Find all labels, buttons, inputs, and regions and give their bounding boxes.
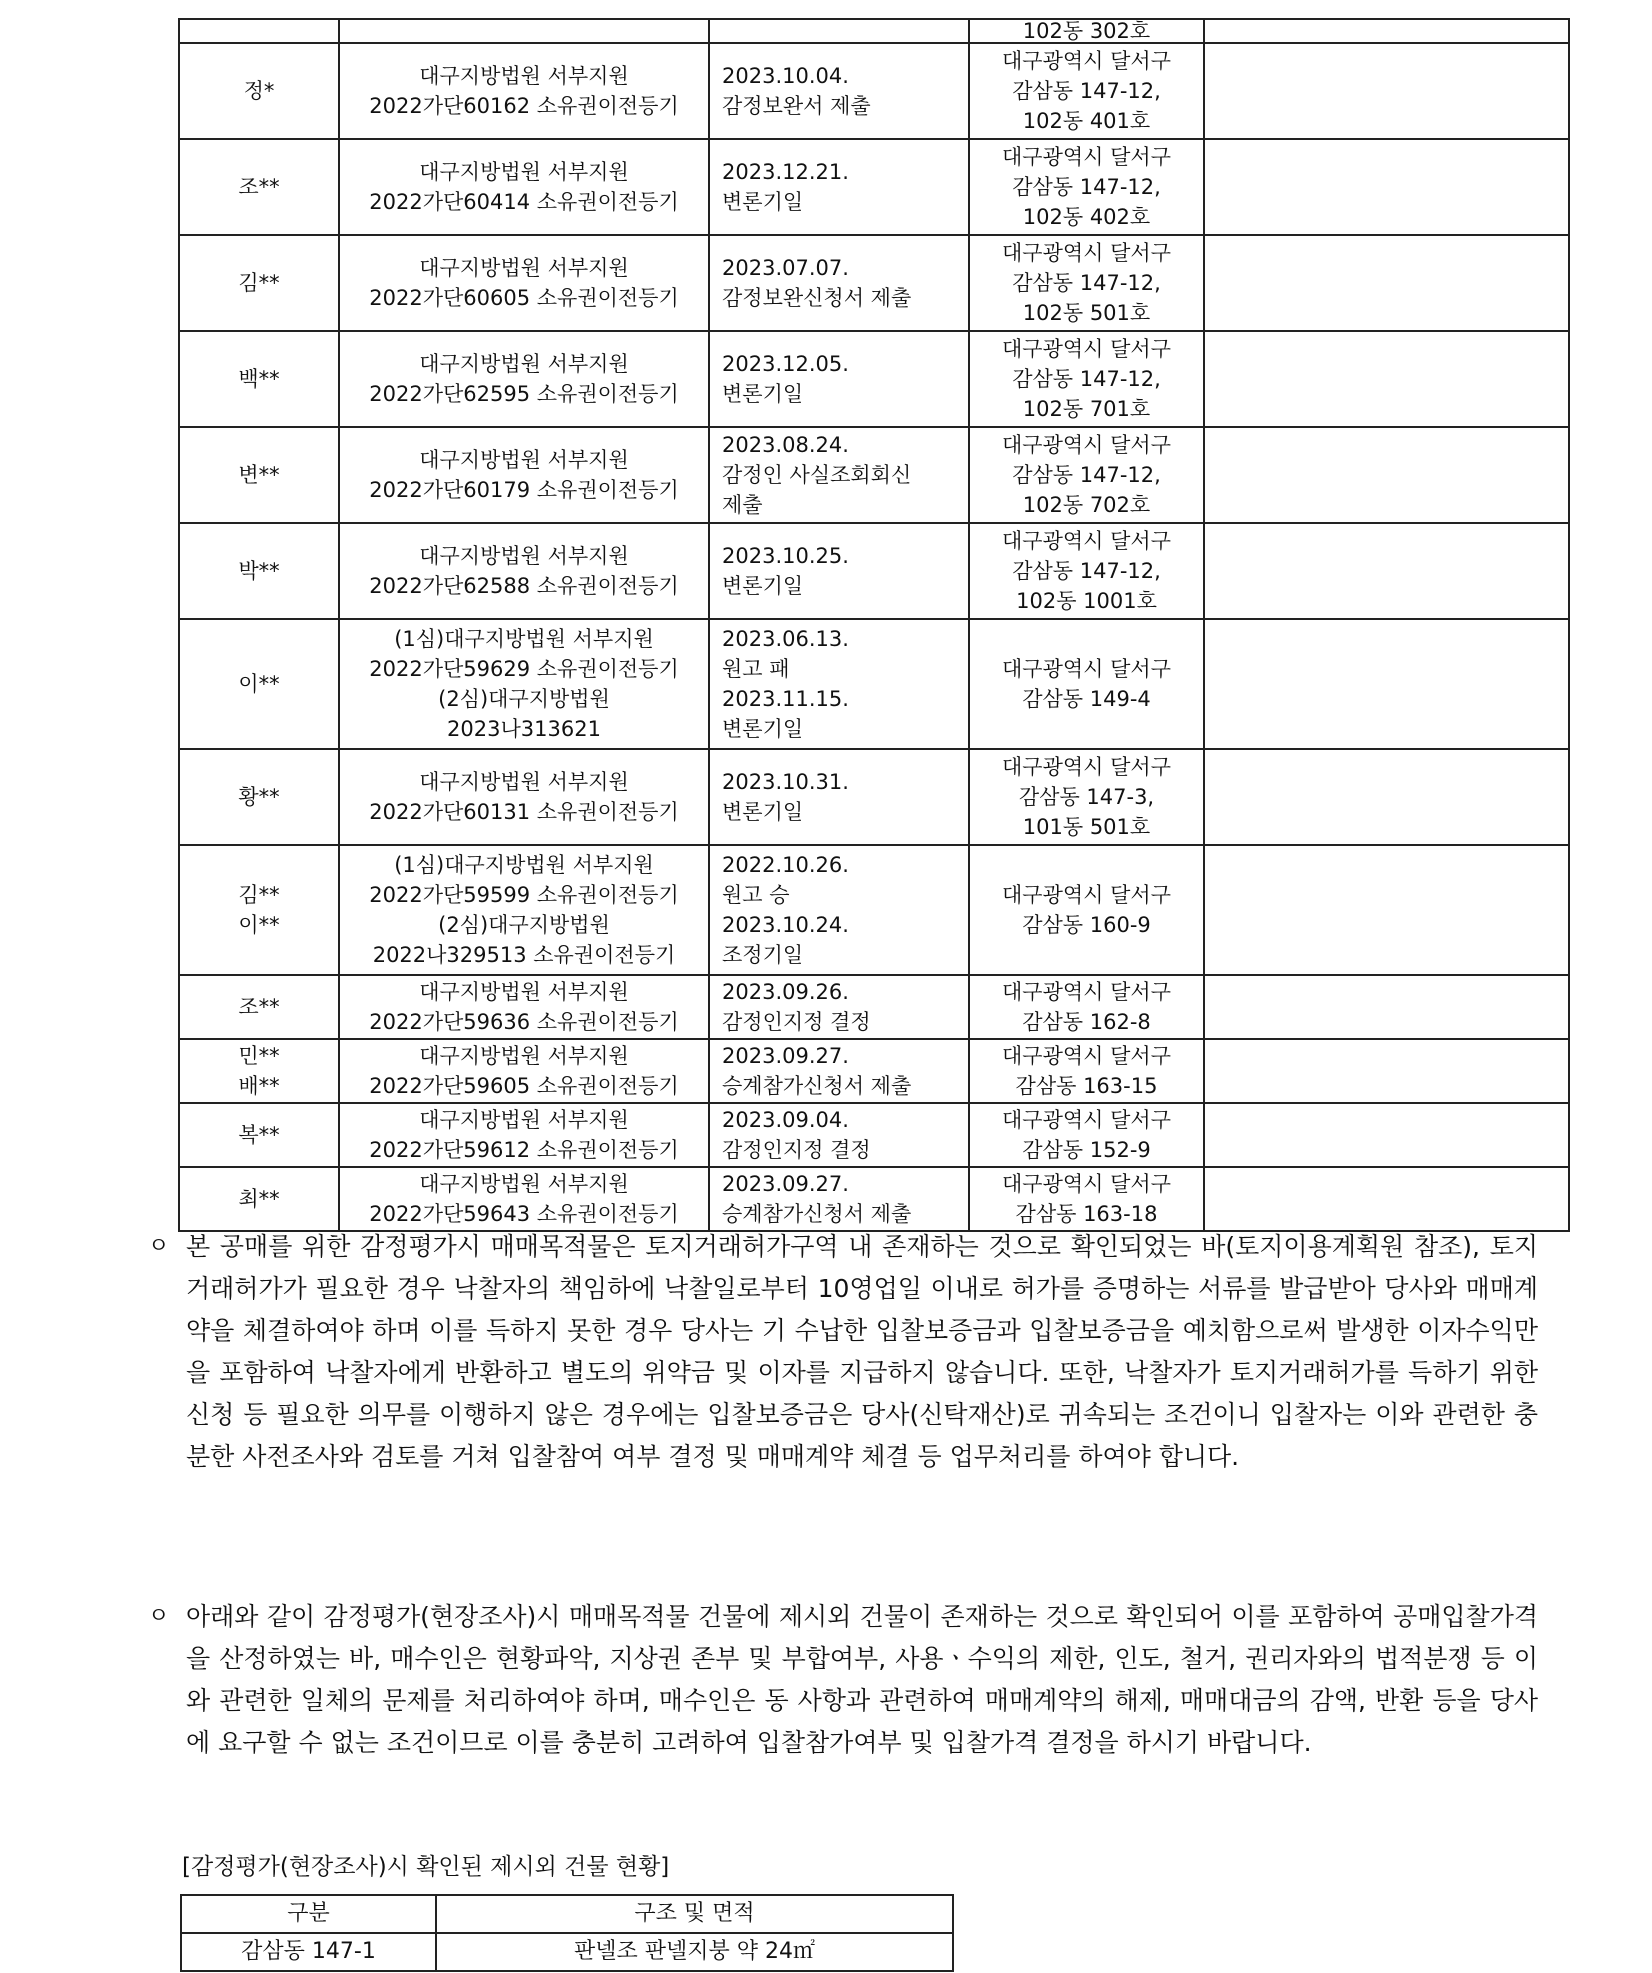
cell-party: 조** xyxy=(179,139,339,235)
cell-status: 2023.09.27. 승계참가신청서 제출 xyxy=(709,1039,969,1103)
litigation-table xyxy=(178,18,1570,1232)
cell-address: 대구광역시 달서구 감삼동 160-9 xyxy=(969,845,1204,975)
cell-case: 대구지방법원 서부지원 2022가단59643 소유권이전등기 xyxy=(339,1167,709,1231)
table-row xyxy=(179,139,1569,235)
cell-status: 2023.09.04. 감정인지정 결정 xyxy=(709,1103,969,1167)
bullet-mark: ㅇ xyxy=(148,1234,170,1259)
cell-case: 대구지방법원 서부지원 2022가단60179 소유권이전등기 xyxy=(339,427,709,523)
cell-address: 대구광역시 달서구 감삼동 163-18 xyxy=(969,1167,1204,1231)
cell-status: 2023.09.27. 승계참가신청서 제출 xyxy=(709,1167,969,1231)
cell-address: 대구광역시 달서구 감삼동 149-4 xyxy=(969,619,1204,749)
cell-note xyxy=(1204,619,1569,749)
bullet-mark: ㅇ xyxy=(148,1604,170,1629)
table-row xyxy=(179,523,1569,619)
cell-status: 2023.07.07. 감정보완신청서 제출 xyxy=(709,235,969,331)
cell-address: 대구광역시 달서구 감삼동 163-15 xyxy=(969,1039,1204,1103)
cell-party: 복** xyxy=(179,1103,339,1167)
cell-party xyxy=(179,19,339,43)
cell-note xyxy=(1204,427,1569,523)
building-status-table xyxy=(180,1894,954,1972)
cell-note xyxy=(1204,139,1569,235)
cell-note xyxy=(1204,1103,1569,1167)
cell-address: 대구광역시 달서구 감삼동 147-3, 101동 501호 xyxy=(969,749,1204,845)
cell-note xyxy=(1204,43,1569,139)
note-unlisted-building xyxy=(148,1596,1538,1764)
cell-party: 정* xyxy=(179,43,339,139)
cell-case: 대구지방법원 서부지원 2022가단59636 소유권이전등기 xyxy=(339,975,709,1039)
cell-note xyxy=(1204,331,1569,427)
cell-status: 2023.06.13. 원고 패 2023.11.15. 변론기일 xyxy=(709,619,969,749)
cell-structure-area: 판넬조 판넬지붕 약 24㎡ xyxy=(436,1933,953,1971)
header-category: 구분 xyxy=(181,1895,436,1933)
cell-location: 감삼동 147-1 xyxy=(181,1933,436,1971)
cell-address: 102동 302호 xyxy=(969,19,1204,43)
table-row xyxy=(179,19,1569,43)
cell-status: 2023.10.04. 감정보완서 제출 xyxy=(709,43,969,139)
cell-address: 대구광역시 달서구 감삼동 147-12, 102동 501호 xyxy=(969,235,1204,331)
cell-case: 대구지방법원 서부지원 2022가단60131 소유권이전등기 xyxy=(339,749,709,845)
cell-note xyxy=(1204,19,1569,43)
cell-party: 백** xyxy=(179,331,339,427)
cell-address: 대구광역시 달서구 감삼동 162-8 xyxy=(969,975,1204,1039)
building-table-caption: [감정평가(현장조사)시 확인된 제시외 건물 현황] xyxy=(182,1854,670,1880)
cell-note xyxy=(1204,1167,1569,1231)
cell-status: 2023.12.05. 변론기일 xyxy=(709,331,969,427)
cell-note xyxy=(1204,523,1569,619)
cell-status: 2023.08.24. 감정인 사실조회회신 제출 xyxy=(709,427,969,523)
table-row xyxy=(179,845,1569,975)
cell-case: (1심)대구지방법원 서부지원 2022가단59599 소유권이전등기 (2심)대구지방법원 2022나329513 소유권이전등기 xyxy=(339,845,709,975)
cell-party: 이** xyxy=(179,619,339,749)
cell-case: 대구지방법원 서부지원 2022가단59612 소유권이전등기 xyxy=(339,1103,709,1167)
cell-party: 민** 배** xyxy=(179,1039,339,1103)
table-row xyxy=(179,427,1569,523)
cell-note xyxy=(1204,975,1569,1039)
cell-status xyxy=(709,19,969,43)
cell-party: 황** xyxy=(179,749,339,845)
cell-case: 대구지방법원 서부지원 2022가단62588 소유권이전등기 xyxy=(339,523,709,619)
note-text: 본 공매를 위한 감정평가시 매매목적물은 토지거래허가구역 내 존재하는 것으로 확인되었는 바(토지이용계획원 참조), 토지거래허가가 필요한 경우 낙찰자의 책임하에 낙찰일로부터 10영업일 이내로 허가를 증명하는 서류를 발급받아 당사와 매매계약을 체결하여야 하며 이를 득하지 못한 경우 당사는 기 수납한 입찰보증금과 입찰보증금을 예치함으로써 발생한 이자수익만을 포함하여 낙찰자에게 반환하고 별도의 위약금 및 이자를 지급하지 않습니다. 또한, 낙찰자가 토지거래허가를 득하기 위한 신청 등 필요한 의무를 이행하지 않은 경우에는 입찰보증금은 당사(신탁재산)로 귀속되는 조건이니 입찰자는 이와 관련한 충분한 사전조사와 검토를 거쳐 입찰참여 여부 결정 및 매매계약 체결 등 업무처리를 하여야 합니다. xyxy=(186,1232,1538,1471)
cell-party: 김** 이** xyxy=(179,845,339,975)
cell-address: 대구광역시 달서구 감삼동 147-12, 102동 402호 xyxy=(969,139,1204,235)
table-row xyxy=(179,1039,1569,1103)
table-row xyxy=(179,619,1569,749)
cell-address: 대구광역시 달서구 감삼동 152-9 xyxy=(969,1103,1204,1167)
table-header-row xyxy=(181,1895,953,1933)
note-text: 아래와 같이 감정평가(현장조사)시 매매목적물 건물에 제시외 건물이 존재하는 것으로 확인되어 이를 포함하여 공매입찰가격을 산정하였는 바, 매수인은 현황파악, 지상권 존부 및 부합여부, 사용ㆍ수익의 제한, 인도, 철거, 권리자와의 법적분쟁 등 이와 관련한 일체의 문제를 처리하여야 하며, 매수인은 동 사항과 관련하여 매매계약의 해제, 매매대금의 감액, 반환 등을 당사에 요구할 수 없는 조건이므로 이를 충분히 고려하여 입찰참가여부 및 입찰가격 결정을 하시기 바랍니다. xyxy=(186,1602,1538,1757)
cell-status: 2023.10.25. 변론기일 xyxy=(709,523,969,619)
cell-status: 2023.12.21. 변론기일 xyxy=(709,139,969,235)
cell-status: 2023.10.31. 변론기일 xyxy=(709,749,969,845)
cell-address: 대구광역시 달서구 감삼동 147-12, 102동 401호 xyxy=(969,43,1204,139)
header-structure-area: 구조 및 면적 xyxy=(436,1895,953,1933)
cell-party: 박** xyxy=(179,523,339,619)
note-land-transaction-permit xyxy=(148,1226,1538,1478)
table-row xyxy=(179,331,1569,427)
table-row xyxy=(179,43,1569,139)
cell-note xyxy=(1204,845,1569,975)
cell-case: (1심)대구지방법원 서부지원 2022가단59629 소유권이전등기 (2심)대구지방법원 2023나313621 xyxy=(339,619,709,749)
table-row xyxy=(179,1103,1569,1167)
cell-note xyxy=(1204,749,1569,845)
table-row xyxy=(179,1167,1569,1231)
cell-case: 대구지방법원 서부지원 2022가단60414 소유권이전등기 xyxy=(339,139,709,235)
cell-status: 2023.09.26. 감정인지정 결정 xyxy=(709,975,969,1039)
cell-note xyxy=(1204,235,1569,331)
cell-case: 대구지방법원 서부지원 2022가단59605 소유권이전등기 xyxy=(339,1039,709,1103)
cell-party: 조** xyxy=(179,975,339,1039)
cell-party: 김** xyxy=(179,235,339,331)
cell-note xyxy=(1204,1039,1569,1103)
litigation-table-body xyxy=(179,19,1569,1231)
cell-status: 2022.10.26. 원고 승 2023.10.24. 조정기일 xyxy=(709,845,969,975)
cell-case: 대구지방법원 서부지원 2022가단60605 소유권이전등기 xyxy=(339,235,709,331)
cell-party: 변** xyxy=(179,427,339,523)
cell-party: 최** xyxy=(179,1167,339,1231)
cell-address: 대구광역시 달서구 감삼동 147-12, 102동 1001호 xyxy=(969,523,1204,619)
cell-case: 대구지방법원 서부지원 2022가단60162 소유권이전등기 xyxy=(339,43,709,139)
cell-case: 대구지방법원 서부지원 2022가단62595 소유권이전등기 xyxy=(339,331,709,427)
table-row xyxy=(179,749,1569,845)
table-row xyxy=(179,235,1569,331)
table-row xyxy=(179,975,1569,1039)
cell-address: 대구광역시 달서구 감삼동 147-12, 102동 702호 xyxy=(969,427,1204,523)
table-row xyxy=(181,1933,953,1971)
cell-address: 대구광역시 달서구 감삼동 147-12, 102동 701호 xyxy=(969,331,1204,427)
cell-case xyxy=(339,19,709,43)
